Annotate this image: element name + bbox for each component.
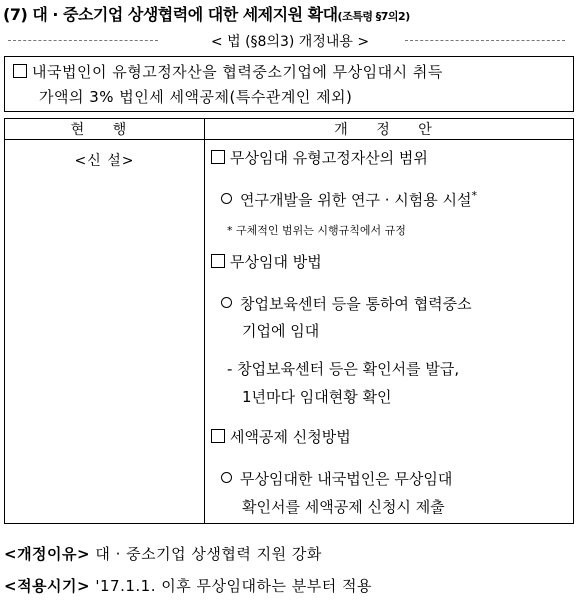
- method-item-text-1: 창업보육센터 등을 통하여 협력중소: [240, 295, 472, 313]
- proposed-cell: [205, 140, 574, 524]
- effective-line: [4, 575, 372, 596]
- summary-line-1: [13, 60, 565, 85]
- scope-note: * 구체적인 범위는 시행규칙에서 규정: [227, 224, 406, 237]
- summary-text-1: 내국법인이 유형고정자산을 협력중소기업에 무상임대시 취득: [32, 63, 443, 81]
- method-sub-1: - 창업보육센터 등은 확인서를 발급,: [227, 360, 460, 378]
- checkbox-square-icon: [211, 254, 225, 268]
- checkbox-square-icon: [211, 150, 225, 164]
- footnote-mark: *: [471, 189, 477, 202]
- method-item-1: [221, 293, 472, 314]
- section-title-text: (7) 대 · 중소기업 상생협력에 대한 세제지원 확대: [3, 5, 338, 24]
- apply-item-1: [221, 468, 452, 489]
- current-cell: <신 설>: [5, 140, 205, 524]
- scope-heading: [211, 147, 428, 168]
- header-current: 현 행: [5, 119, 205, 140]
- scope-item: [221, 189, 477, 210]
- scope-heading-text: 무상임대 유형고정자산의 범위: [230, 149, 428, 167]
- table-row: [5, 140, 574, 524]
- summary-line-2: 가액의 3% 법인세 세액공제(특수관계인 제외): [39, 88, 353, 106]
- reason-text: 대 · 중소기업 상생협력 지원 강화: [95, 545, 322, 563]
- scope-item-text: 연구개발을 위한 연구 · 시험용 시설: [240, 191, 472, 209]
- reason-label: <개정이유>: [4, 545, 91, 563]
- checkbox-square-icon: [13, 64, 27, 78]
- method-item-2: 기업에 임대: [242, 322, 320, 340]
- reason-line: [4, 543, 322, 564]
- bullet-circle-icon: [221, 297, 232, 308]
- effective-text: '17.1.1. 이후 무상임대하는 분부터 적용: [95, 577, 372, 595]
- apply-item-2: 확인서를 세액공제 신청시 제출: [242, 498, 445, 516]
- checkbox-square-icon: [211, 429, 225, 443]
- summary-box: [4, 56, 574, 112]
- method-heading: [211, 251, 322, 272]
- section-ref: (조특령 §7의2): [337, 10, 410, 23]
- law-heading-text: < 법 (§8의3) 개정내용 >: [210, 34, 370, 50]
- apply-heading-text: 세액공제 신청방법: [230, 428, 351, 446]
- effective-label: <적용시기>: [4, 577, 91, 595]
- bullet-circle-icon: [221, 193, 232, 204]
- table-header-row: [5, 119, 574, 140]
- method-heading-text: 무상임대 방법: [230, 253, 322, 271]
- section-title: [3, 2, 410, 25]
- header-proposed: 개 정 안: [205, 119, 574, 140]
- apply-item-text-1: 무상임대한 내국법인은 무상임대: [240, 470, 453, 488]
- method-sub-2: 1년마다 임대현황 확인: [242, 388, 392, 406]
- bullet-circle-icon: [221, 472, 232, 483]
- law-heading: [0, 28, 580, 52]
- apply-heading: [211, 426, 351, 447]
- comparison-table: [4, 118, 574, 524]
- divider-right: [405, 40, 565, 41]
